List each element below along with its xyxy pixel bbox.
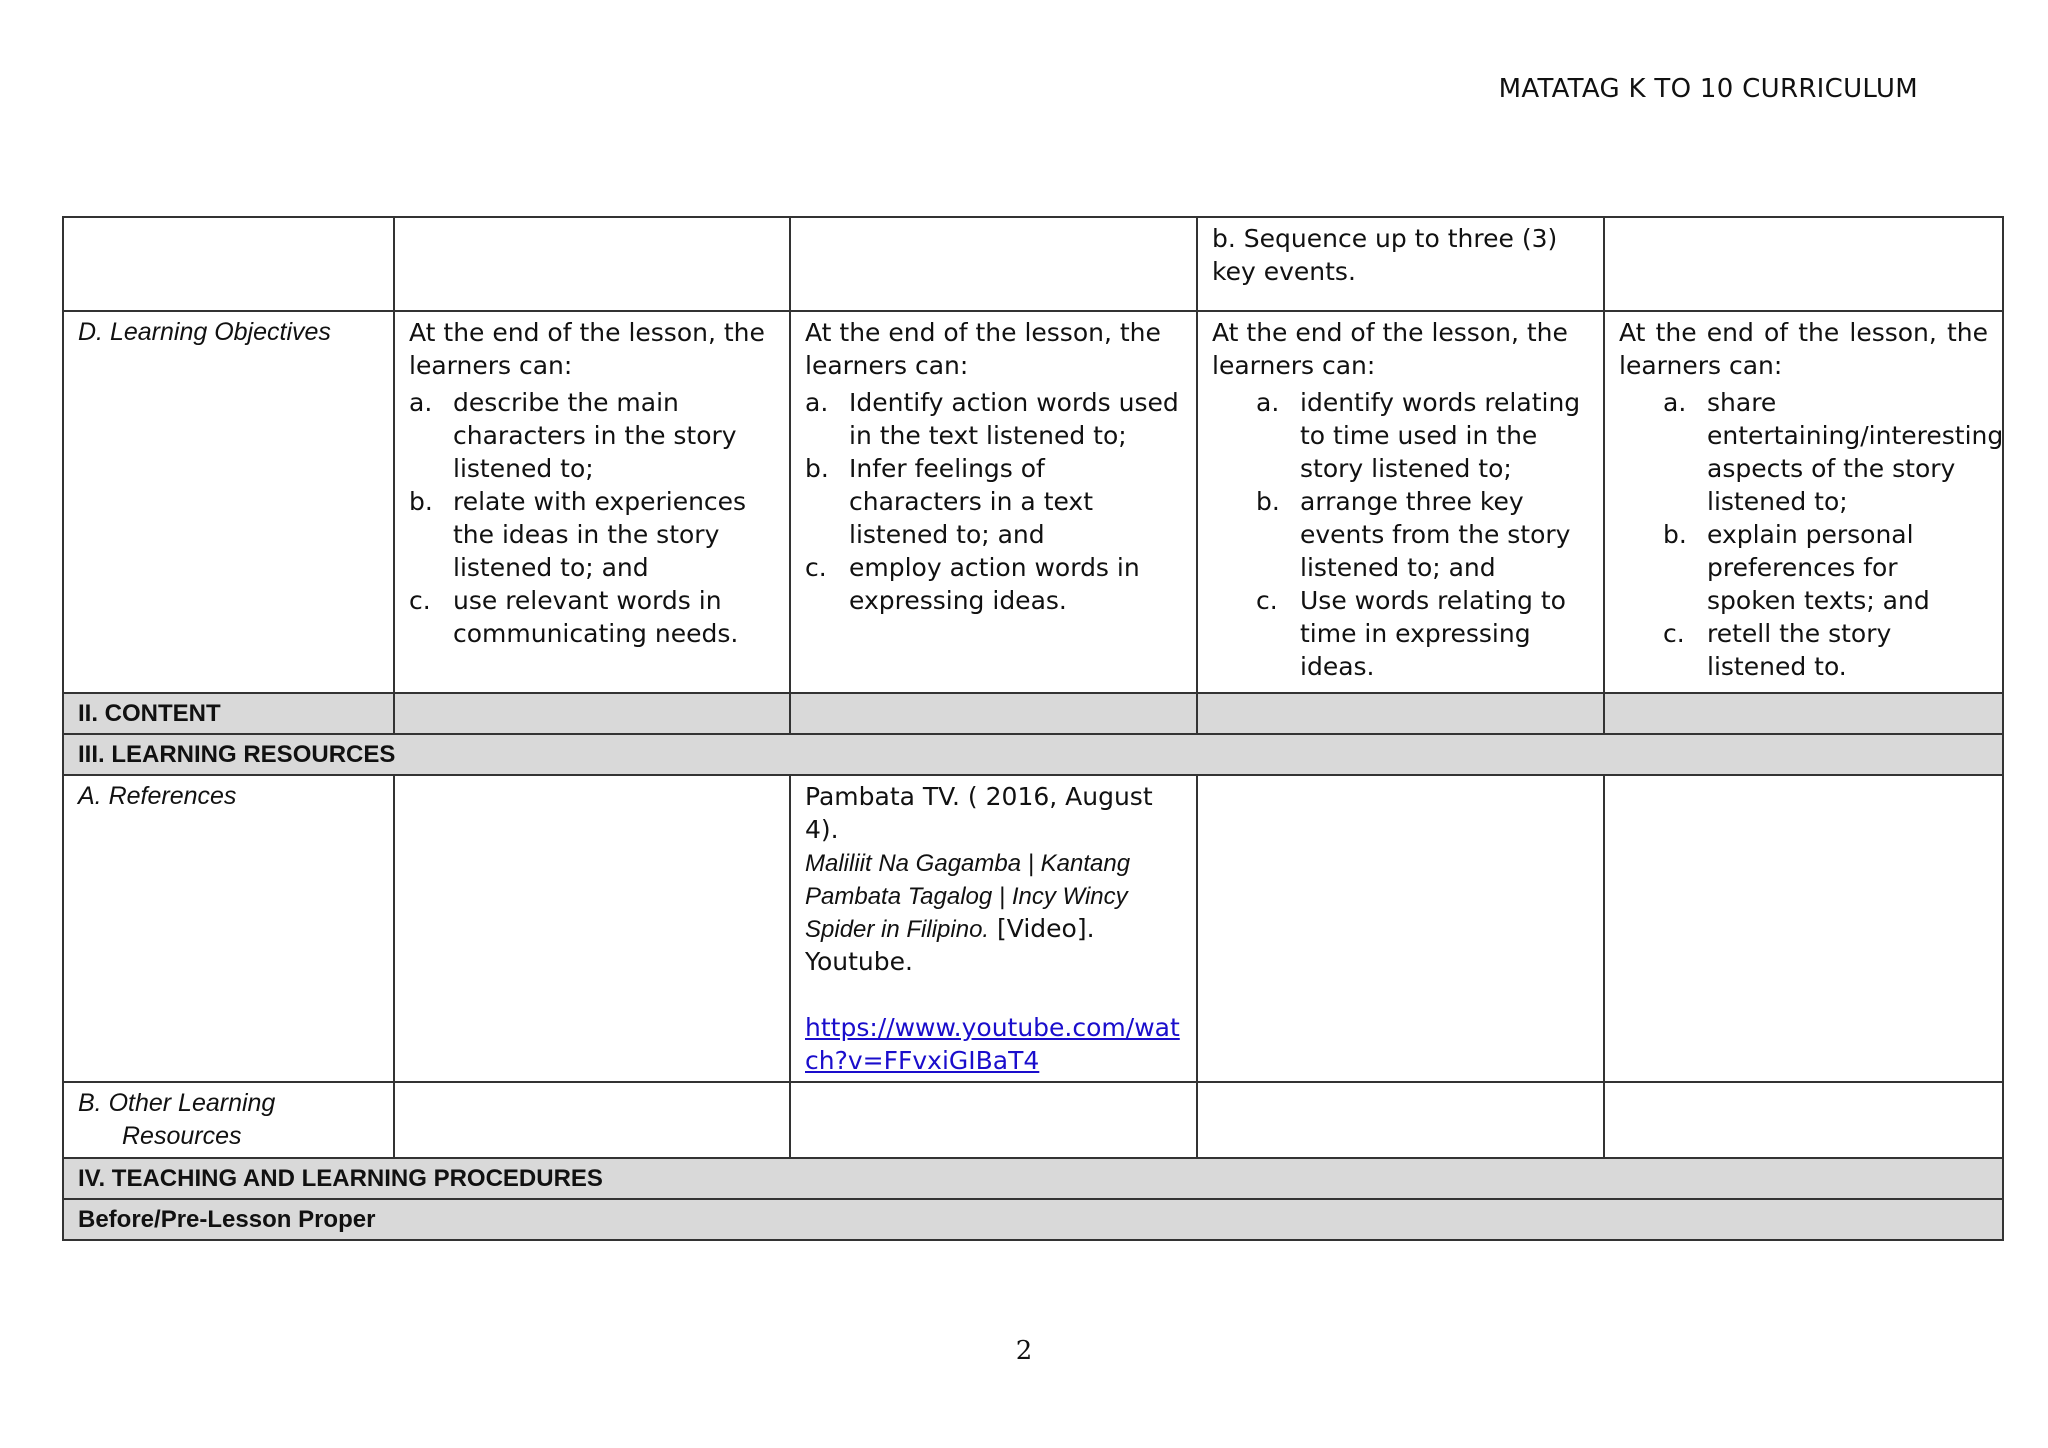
objective-marker: c. bbox=[1256, 586, 1278, 615]
objective-item bbox=[409, 386, 775, 485]
table-row-objectives bbox=[63, 311, 2003, 693]
objective-marker: b. bbox=[1663, 520, 1687, 549]
objective-text: Use words relating to time in expressing ideas. bbox=[1300, 586, 1566, 681]
table-row-references bbox=[63, 775, 2003, 1082]
objective-text: use relevant words in communicating needs. bbox=[453, 586, 739, 648]
objectives-list bbox=[1663, 386, 2004, 683]
objective-item bbox=[1256, 584, 1589, 683]
objective-text: retell the story listened to. bbox=[1707, 619, 1892, 681]
section-procedures-label: IV. TEACHING AND LEARNING PROCEDURES bbox=[63, 1158, 2003, 1199]
table-row-continuation bbox=[63, 217, 2003, 311]
objective-text: describe the main characters in the story listened to; bbox=[453, 388, 737, 483]
section-before-label: Before/Pre-Lesson Proper bbox=[63, 1199, 2003, 1240]
objectives-day2 bbox=[790, 311, 1197, 693]
section-before-lesson bbox=[63, 1199, 2003, 1240]
objective-text: Identify action words used in the text listened to; bbox=[849, 388, 1179, 450]
objective-item bbox=[1663, 518, 1988, 617]
objective-text: identify words relating to time used in the story listened to; bbox=[1300, 388, 1581, 483]
objectives-list bbox=[805, 386, 1182, 617]
objective-item bbox=[805, 452, 1182, 551]
objective-item bbox=[805, 551, 1182, 617]
other-resources-label-line1: B. Other Learning bbox=[78, 1089, 276, 1117]
objective-text: employ action words in expressing ideas. bbox=[849, 553, 1140, 615]
objectives-intro: At the end of the lesson, the learners can: bbox=[805, 318, 1161, 380]
citation-title: Maliliit Na Gagamba | Kantang Pambata Tagalog | Incy Wincy Spider in Filipino. bbox=[805, 850, 1131, 943]
objectives-list bbox=[1256, 386, 1589, 683]
objective-marker: a. bbox=[805, 388, 829, 417]
references-label: A. References bbox=[63, 775, 394, 1082]
objectives-intro: At the end of the lesson, the learners can: bbox=[409, 318, 765, 380]
objectives-intro: At the end of the lesson, the learners can: bbox=[1619, 318, 1988, 380]
objective-marker: b. bbox=[409, 487, 433, 516]
objective-text: arrange three key events from the story listened to; and bbox=[1300, 487, 1571, 582]
document-header: MATATAG K TO 10 CURRICULUM bbox=[1498, 74, 1918, 104]
objective-marker: c. bbox=[409, 586, 431, 615]
objective-marker: a. bbox=[409, 388, 433, 417]
citation-source: Pambata TV. ( 2016, August 4). bbox=[805, 782, 1153, 844]
reference-citation bbox=[790, 775, 1197, 1082]
other-resources-label-line2: Resources bbox=[122, 1122, 242, 1150]
section-procedures bbox=[63, 1158, 2003, 1199]
objective-item bbox=[409, 485, 775, 584]
section-content-label: II. CONTENT bbox=[63, 693, 394, 734]
section-content bbox=[63, 693, 2003, 734]
objectives-label: D. Learning Objectives bbox=[63, 311, 394, 693]
other-resources-label bbox=[63, 1082, 394, 1158]
objectives-intro: At the end of the lesson, the learners can: bbox=[1212, 318, 1568, 380]
objective-item bbox=[805, 386, 1182, 452]
objectives-day3 bbox=[1197, 311, 1604, 693]
objective-text: Infer feelings of characters in a text listened to; and bbox=[849, 454, 1094, 549]
objective-text: share entertaining/interesting aspects of the story listened to; bbox=[1707, 388, 2004, 516]
objective-item bbox=[1256, 386, 1589, 485]
objective-marker: b. bbox=[1256, 487, 1280, 516]
objective-marker: a. bbox=[1663, 388, 1687, 417]
sequence-item-b: b. Sequence up to three (3) key events. bbox=[1197, 217, 1604, 311]
objective-marker: a. bbox=[1256, 388, 1280, 417]
objectives-day1 bbox=[394, 311, 790, 693]
citation-medium: [Video]. Youtube. bbox=[805, 914, 1095, 976]
reference-link[interactable]: https://www.youtube.com/watch?v=FFvxiGIBaT4 bbox=[805, 1013, 1180, 1075]
objectives-day4 bbox=[1604, 311, 2003, 693]
objective-marker: b. bbox=[805, 454, 829, 483]
objective-item bbox=[1256, 485, 1589, 584]
objective-item bbox=[1663, 617, 1988, 683]
section-learning-resources bbox=[63, 734, 2003, 775]
objective-text: relate with experiences the ideas in the story listened to; and bbox=[453, 487, 747, 582]
table-row-other-resources bbox=[63, 1082, 2003, 1158]
section-resources-label: III. LEARNING RESOURCES bbox=[63, 734, 2003, 775]
objective-item bbox=[409, 584, 775, 650]
objectives-list bbox=[409, 386, 775, 650]
objective-marker: c. bbox=[805, 553, 827, 582]
lesson-plan-table bbox=[62, 216, 2004, 1241]
objective-text: explain personal preferences for spoken texts; and bbox=[1707, 520, 1930, 615]
objective-item bbox=[1663, 386, 2004, 518]
page-number: 2 bbox=[1015, 1336, 1033, 1366]
objective-marker: c. bbox=[1663, 619, 1685, 648]
